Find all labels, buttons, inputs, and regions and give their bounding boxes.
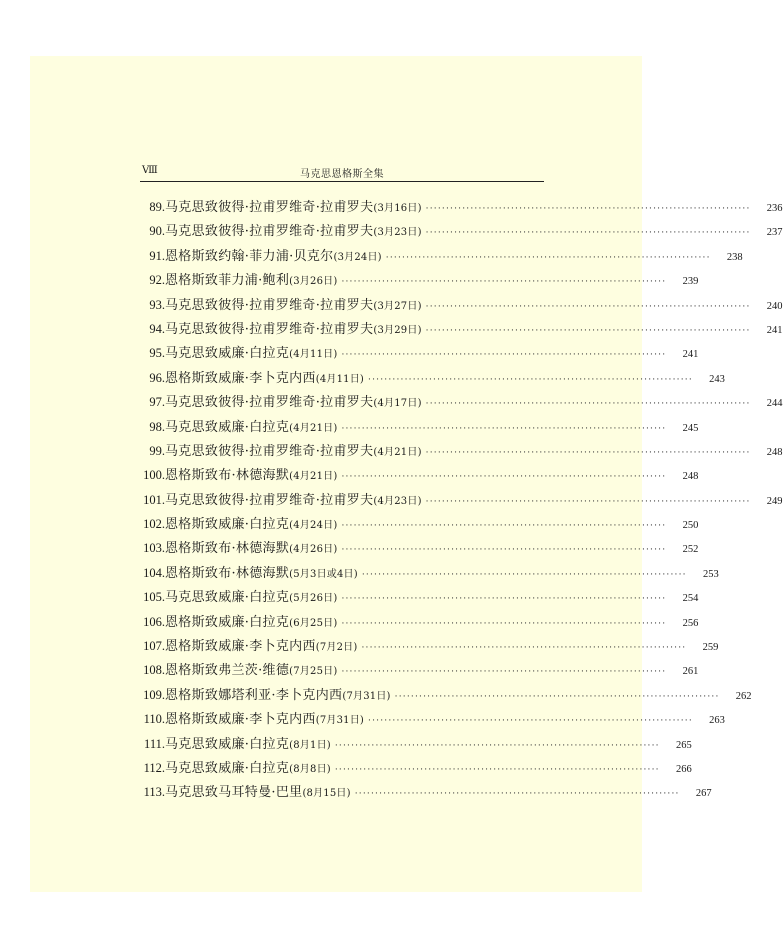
- toc-entry-title: 马克思致威廉·白拉克: [165, 346, 290, 362]
- toc-entry-date: (4月17日): [373, 398, 422, 410]
- toc-entry-page: 249: [766, 495, 783, 507]
- toc-entry-page: 236: [766, 203, 783, 214]
- dot-leader: ················································································: [425, 399, 751, 410]
- toc-entry-page: 237: [766, 227, 783, 239]
- toc-entry-page: 250: [682, 520, 699, 532]
- header-book-title: 马克思恩格斯全集: [300, 169, 384, 180]
- dot-leader: ················································································: [361, 569, 687, 580]
- dot-leader: ················································································: [334, 764, 660, 775]
- toc-entry-number: 96.: [149, 370, 165, 385]
- toc-entry-date: (4月23日): [373, 495, 422, 507]
- toc-entry[interactable]: [140, 367, 725, 391]
- toc-entry-number: 92.: [149, 273, 165, 288]
- toc-entry-date: (3月23日): [373, 227, 422, 239]
- dot-leader: ················································································: [425, 447, 751, 458]
- toc-entry-title: 马克思致彼得·拉甫罗维奇·拉甫罗夫: [165, 297, 374, 313]
- toc-entry-date: (5月26日): [289, 593, 338, 605]
- toc-entry-title: 马克思致彼得·拉甫罗维奇·拉甫罗夫: [165, 395, 374, 411]
- toc-entry-page: 267: [695, 788, 712, 800]
- toc-entry-page: 241: [682, 349, 699, 361]
- toc-entry-number: 94.: [149, 321, 165, 336]
- toc-entry[interactable]: [140, 537, 699, 561]
- toc-entry-title: 恩格斯致娜塔利亚·李卜克内西: [165, 687, 343, 703]
- toc-entry-title: 马克思致彼得·拉甫罗维奇·拉甫罗夫: [165, 224, 374, 240]
- dot-leader: ················································································: [425, 496, 751, 507]
- dot-leader: ················································································: [341, 350, 667, 361]
- toc-entry-page: 239: [682, 276, 699, 288]
- toc-entry-number: 113.: [143, 785, 165, 800]
- toc-entry-date: (3月27日): [373, 300, 422, 312]
- toc-entry-title: 恩格斯致布·林德海默: [165, 468, 290, 484]
- toc-entry[interactable]: [140, 489, 783, 513]
- toc-entry-number: 106.: [143, 614, 165, 629]
- toc-entry-title: 马克思致彼得·拉甫罗维奇·拉甫罗夫: [165, 492, 374, 508]
- toc-entry[interactable]: [140, 513, 699, 537]
- dot-leader: ················································································: [385, 252, 711, 263]
- header-page-number: Ⅷ: [142, 165, 158, 176]
- toc-entry-number: 93.: [149, 297, 165, 312]
- toc-entry-title: 马克思致威廉·白拉克: [165, 736, 290, 752]
- dot-leader: ················································································: [341, 472, 667, 483]
- toc-entry-page: 261: [682, 666, 699, 678]
- toc-entry-page: 256: [682, 617, 699, 629]
- dot-leader: ················································································: [425, 301, 751, 312]
- toc-entry-title: 恩格斯致威廉·李卜克内西: [165, 370, 316, 386]
- toc-entry-title: 恩格斯致布·林德海默: [165, 541, 290, 557]
- toc-entry[interactable]: [140, 440, 783, 464]
- toc-entry-number: 107.: [143, 639, 165, 654]
- toc-entry[interactable]: [140, 562, 719, 586]
- toc-entry-number: 101.: [143, 492, 165, 507]
- dot-leader: ················································································: [361, 643, 687, 654]
- toc-entry-page: 248: [682, 471, 699, 483]
- toc-entry-page: 253: [702, 568, 719, 580]
- table-of-contents: [140, 196, 783, 806]
- toc-entry-title: 马克思致彼得·拉甫罗维奇·拉甫罗夫: [165, 321, 374, 337]
- toc-entry-date: (8月15日): [302, 788, 351, 800]
- toc-entry-page: 244: [766, 398, 783, 410]
- toc-entry-date: (7月25日): [289, 666, 338, 678]
- toc-entry-page: 259: [702, 642, 719, 654]
- toc-entry-date: (4月26日): [289, 544, 338, 556]
- toc-entry[interactable]: [140, 416, 699, 440]
- toc-entry-page: 266: [676, 763, 692, 775]
- toc-entry-date: (4月21日): [289, 471, 338, 483]
- toc-entry-title: 马克思致彼得·拉甫罗维奇·拉甫罗夫: [165, 443, 374, 459]
- toc-entry-title: 恩格斯致威廉·白拉克: [165, 614, 290, 630]
- toc-entry-number: 97.: [149, 395, 165, 410]
- toc-entry-page: 238: [726, 251, 743, 263]
- toc-entry[interactable]: [140, 294, 783, 318]
- toc-entry-date: (4月11日): [315, 373, 365, 385]
- dot-leader: ················································································: [368, 716, 693, 727]
- toc-entry-number: 99.: [149, 443, 165, 458]
- toc-entry-page: 240: [766, 300, 783, 312]
- toc-entry[interactable]: [140, 220, 783, 244]
- dot-leader: ················································································: [341, 423, 667, 434]
- toc-entry-date: (3月24日): [333, 251, 382, 263]
- toc-entry-number: 90.: [149, 224, 165, 239]
- toc-entry-number: 110.: [143, 712, 165, 727]
- dot-leader: ················································································: [425, 204, 751, 214]
- toc-entry-page: 262: [735, 690, 752, 702]
- toc-entry-page: 243: [709, 373, 725, 385]
- toc-entry-title: 恩格斯致威廉·白拉克: [165, 517, 290, 533]
- toc-entry-date: (3月16日): [373, 203, 422, 214]
- dot-leader: ················································································: [425, 228, 751, 239]
- dot-leader: ················································································: [341, 521, 667, 532]
- dot-leader: ················································································: [341, 667, 667, 678]
- toc-entry[interactable]: [140, 611, 699, 635]
- toc-entry-title: 恩格斯致威廉·李卜克内西: [165, 712, 316, 728]
- toc-entry-date: (4月24日): [289, 520, 338, 532]
- running-header: [140, 163, 544, 182]
- dot-leader: ················································································: [341, 594, 667, 605]
- toc-entry[interactable]: [140, 757, 692, 781]
- toc-entry-date: (4月21日): [373, 446, 422, 458]
- dot-leader: ················································································: [425, 325, 751, 336]
- toc-entry[interactable]: [140, 269, 699, 293]
- toc-entry[interactable]: [140, 391, 783, 415]
- toc-entry-date: (7月2日): [315, 642, 358, 654]
- toc-entry-page: 248: [766, 446, 783, 458]
- toc-entry[interactable]: [140, 781, 712, 805]
- toc-entry-number: 109.: [143, 687, 165, 702]
- toc-entry-page: 245: [682, 422, 699, 434]
- toc-entry-page: 265: [676, 739, 692, 751]
- toc-entry-number: 112.: [143, 760, 165, 775]
- dot-leader: ················································································: [354, 789, 680, 800]
- toc-entry-title: 马克思致马耳特曼·巴里: [165, 785, 303, 801]
- toc-entry-title: 马克思致威廉·白拉克: [165, 419, 290, 435]
- toc-entry-page: 241: [766, 324, 783, 336]
- toc-entry[interactable]: [140, 684, 752, 708]
- toc-entry[interactable]: [140, 342, 699, 366]
- toc-entry[interactable]: [140, 733, 692, 757]
- toc-entry-date: (3月26日): [289, 276, 338, 288]
- toc-entry-number: 91.: [149, 248, 165, 263]
- toc-entry-date: (7月31日): [342, 690, 391, 702]
- toc-entry-date: (7月31日): [315, 715, 365, 727]
- toc-entry-title: 恩格斯致菲力浦·鲍利: [165, 273, 290, 289]
- toc-entry-date: (4月11日): [289, 349, 338, 361]
- toc-entry[interactable]: [140, 586, 699, 610]
- toc-entry-title: 恩格斯致约翰·菲力浦·贝克尔: [165, 248, 334, 264]
- toc-entry-number: 111.: [144, 736, 165, 751]
- toc-entry-number: 95.: [149, 346, 165, 361]
- toc-entry-date: (5月3日或4日): [289, 568, 358, 580]
- toc-entry-date: (4月21日): [289, 422, 338, 434]
- toc-entry-number: 105.: [143, 590, 165, 605]
- toc-entry[interactable]: [140, 245, 743, 269]
- toc-entry-number: 102.: [143, 517, 165, 532]
- toc-entry[interactable]: [140, 635, 719, 659]
- toc-entry[interactable]: [140, 318, 783, 342]
- dot-leader: ················································································: [334, 740, 660, 751]
- toc-entry[interactable]: [140, 464, 699, 488]
- dot-leader: ················································································: [394, 691, 720, 702]
- toc-entry-title: 恩格斯致弗兰茨·维德: [165, 663, 290, 679]
- toc-entry-page: 254: [682, 593, 699, 605]
- toc-entry-number: 108.: [143, 663, 165, 678]
- toc-entry-number: 100.: [143, 468, 165, 483]
- toc-entry-date: (8月8日): [289, 763, 331, 775]
- toc-entry-date: (3月29日): [373, 324, 422, 336]
- toc-entry[interactable]: [140, 708, 725, 732]
- toc-entry-number: 98.: [149, 419, 165, 434]
- dot-leader: ················································································: [341, 618, 667, 629]
- toc-entry[interactable]: [140, 659, 699, 683]
- toc-entry-title: 马克思致威廉·白拉克: [165, 590, 290, 606]
- toc-entry-title: 马克思致威廉·白拉克: [165, 760, 290, 776]
- toc-entry-title: 马克思致彼得·拉甫罗维奇·拉甫罗夫: [165, 200, 374, 215]
- dot-leader: ················································································: [341, 277, 667, 288]
- toc-entry[interactable]: [140, 196, 783, 220]
- toc-entry-page: 263: [709, 715, 725, 727]
- toc-entry-page: 252: [682, 544, 699, 556]
- toc-entry-date: (8月1日): [289, 739, 331, 751]
- dot-leader: ················································································: [341, 545, 667, 556]
- toc-entry-title: 恩格斯致威廉·李卜克内西: [165, 639, 316, 655]
- toc-entry-date: (6月25日): [289, 617, 338, 629]
- toc-entry-title: 恩格斯致布·林德海默: [165, 565, 290, 581]
- dot-leader: ················································································: [368, 374, 693, 385]
- toc-entry-number: 89.: [149, 200, 165, 214]
- toc-entry-number: 104.: [143, 565, 165, 580]
- toc-entry-number: 103.: [143, 541, 165, 556]
